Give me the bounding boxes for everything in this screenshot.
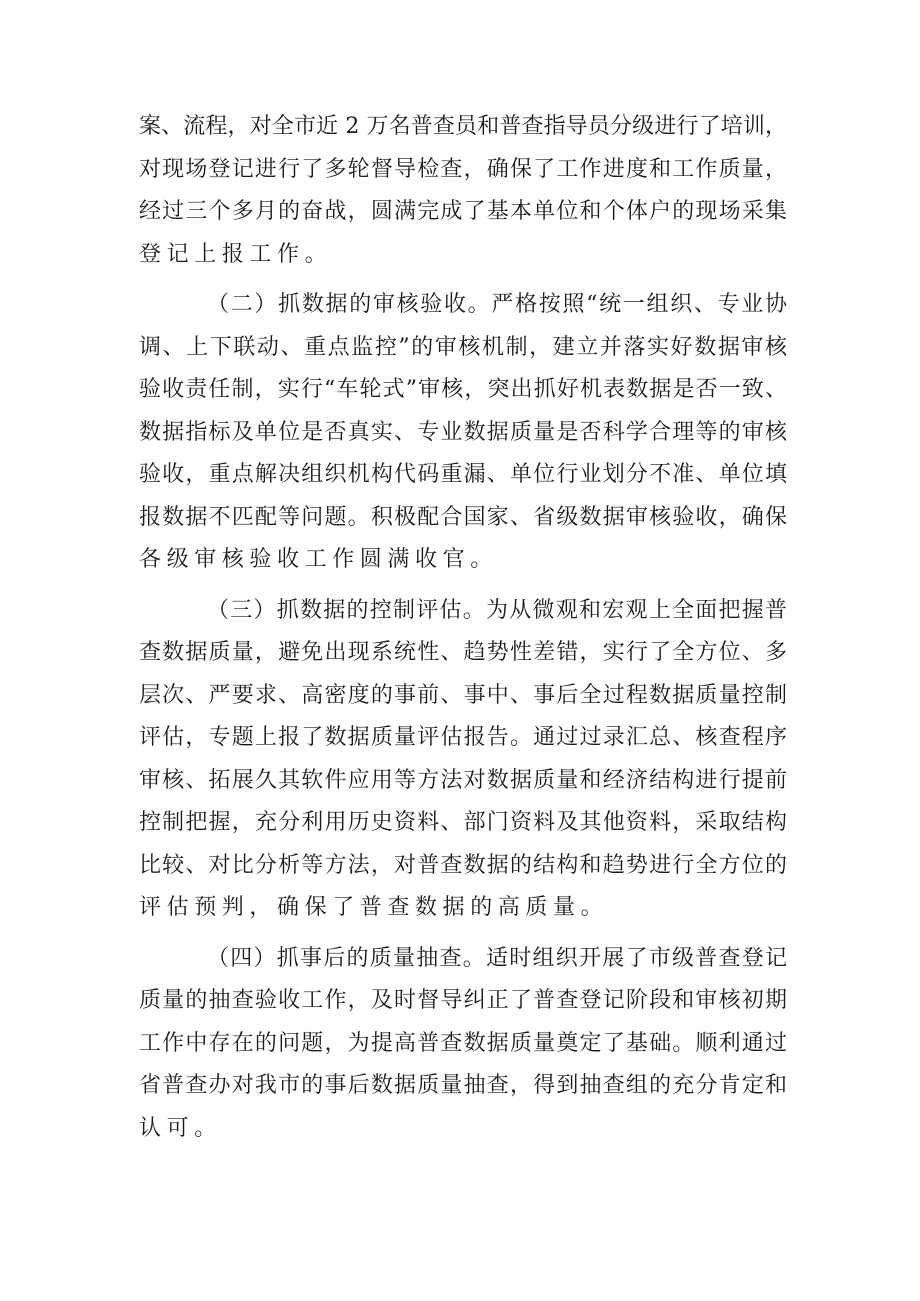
document-page xyxy=(139,106,787,1158)
text-line: 比较、对比分析等方法，对普查数据的结构和趋势进行全方位的 xyxy=(139,852,787,878)
paragraph-field-collection-summary xyxy=(139,106,787,276)
text-line: 报数据不匹配等问题。积极配合国家、省级数据审核验收，确保 xyxy=(139,504,787,530)
text-line: 经过三个多月的奋战，圆满完成了基本单位和个体户的现场采集 xyxy=(139,199,787,224)
text-line: 登记上报工作。 xyxy=(139,241,333,267)
text-line: 层次、严要求、高密度的事前、事中、事后全过程数据质量控制 xyxy=(139,682,787,708)
paragraph-data-control-evaluation xyxy=(139,590,787,930)
text-line: 各级审核验收工作圆满收官。 xyxy=(139,547,498,572)
text-line: 调、上下联动、重点监控”的审核机制，建立并落实好数据审核 xyxy=(139,334,787,360)
text-line: 工作中存在的问题，为提高普查数据质量奠定了基础。顺利通过 xyxy=(139,1030,787,1056)
text-line: 查数据质量，避免出现系统性、趋势性差错，实行了全方位、多 xyxy=(139,640,787,665)
text-line: （二）抓数据的审核验收。严格按照“统一组织、专业协 xyxy=(207,292,787,317)
text-line: 评估预判，确保了普查数据的高质量。 xyxy=(139,895,609,920)
paragraph-data-review xyxy=(139,284,787,582)
text-line: 案、流程，对全市近 2 万名普查员和普查指导员分级进行了培训， xyxy=(139,114,787,139)
text-line: （三）抓数据的控制评估。为从微观和宏观上全面把握普 xyxy=(207,597,787,623)
text-line: 对现场登记进行了多轮督导检查，确保了工作进度和工作质量， xyxy=(139,156,787,182)
paragraph-quality-spot-check xyxy=(139,938,787,1151)
text-line: 审核、拓展久其软件应用等方法对数据质量和经济结构进行提前 xyxy=(139,767,787,793)
text-line: 验收责任制，实行“车轮式”审核，突出抓好机表数据是否一致、 xyxy=(139,377,787,402)
text-line: 数据指标及单位是否真实、专业数据质量是否科学合理等的审核 xyxy=(139,419,787,445)
text-line: 省普查办对我市的事后数据质量抽查，得到抽查组的充分肯定和 xyxy=(139,1073,787,1098)
text-line: 验收，重点解决组织机构代码重漏、单位行业划分不准、单位填 xyxy=(139,462,787,487)
text-line: 质量的抽查验收工作，及时督导纠正了普查登记阶段和审核初期 xyxy=(139,988,787,1013)
text-line: 评估，专题上报了数据质量评估报告。通过过录汇总、核查程序 xyxy=(139,725,787,750)
text-line: （四）抓事后的质量抽查。适时组织开展了市级普查登记 xyxy=(207,945,787,971)
text-line: 控制把握，充分利用历史资料、部门资料及其他资料，采取结构 xyxy=(139,810,787,835)
text-line: 认可。 xyxy=(139,1115,222,1141)
